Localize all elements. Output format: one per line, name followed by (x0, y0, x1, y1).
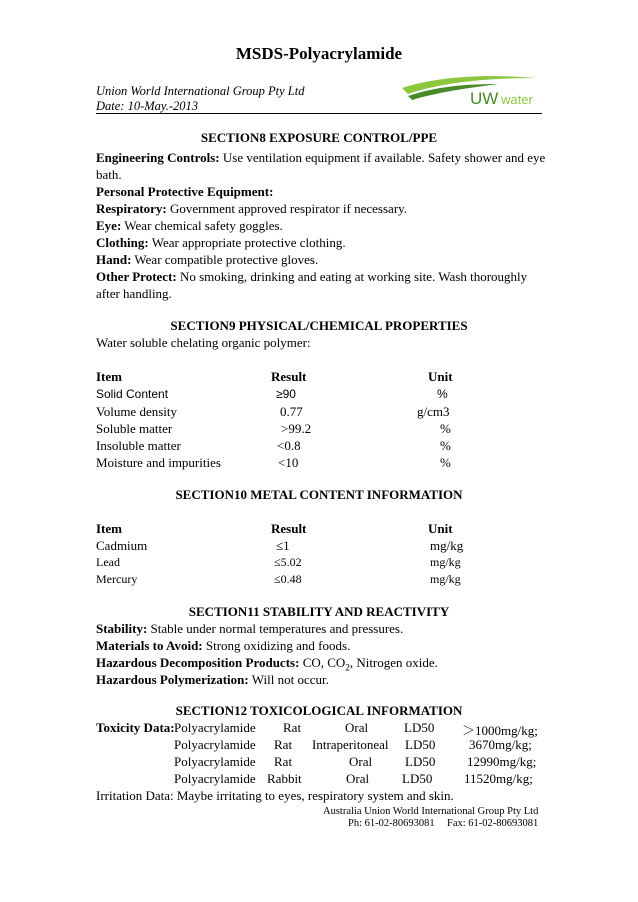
uwwater-logo (398, 74, 538, 108)
decomposition-line (96, 655, 438, 673)
other-protect-line-2: after handling. (96, 286, 172, 301)
s9-row-item: Solid Content (96, 387, 169, 401)
s10-row-item: Lead (96, 555, 120, 569)
eye-label: Eye: (96, 218, 122, 233)
s9-row-item: Moisture and impurities (96, 455, 221, 470)
tox-row-measure: LD50 (404, 720, 435, 735)
section8-heading: SECTION8 EXPOSURE CONTROL/PPE (200, 130, 438, 145)
decomposition-text: CO, CO (299, 655, 346, 670)
materials-label: Materials to Avoid: (96, 638, 203, 653)
s10-row-result: ≤0.48 (274, 572, 302, 586)
other-protect-text: No smoking, drinking and eating at working site. Wash thoroughly (176, 269, 528, 284)
stability-line (96, 621, 403, 637)
section9-heading: SECTION9 PHYSICAL/CHEMICAL PROPERTIES (170, 318, 468, 333)
materials-text: Strong oxidizing and foods. (202, 638, 351, 653)
tox-row-route: Oral (349, 754, 373, 769)
clothing-text: Wear appropriate protective clothing. (148, 235, 346, 250)
document-date: Date: 10-May.-2013 (96, 99, 199, 113)
tox-row-species: Rat (274, 737, 293, 752)
tox-row-substance: Polyacrylamide (174, 754, 256, 769)
eye-line (96, 218, 283, 234)
tox-row-route: Oral (345, 720, 369, 735)
s9-row-item: Insoluble matter (96, 438, 181, 453)
polymerization-text: Will not occur. (248, 672, 329, 687)
decomposition-label: Hazardous Decomposition Products: (96, 655, 300, 670)
respiratory-label: Respiratory: (96, 201, 167, 216)
s10-row-item: Cadmium (96, 538, 148, 553)
stability-text: Stable under normal temperatures and pressures. (147, 621, 404, 636)
hand-text: Wear compatible protective gloves. (131, 252, 319, 267)
materials-line (96, 638, 350, 654)
tox-row-measure: LD50 (402, 771, 433, 786)
s9-row-unit: % (440, 455, 451, 470)
decomposition-text-end: , Nitrogen oxide. (349, 655, 438, 670)
tox-row-species: Rabbit (267, 771, 302, 786)
tox-row-route: Intraperitoneal (312, 737, 389, 752)
tox-row-substance: Polyacrylamide (174, 771, 256, 786)
polymerization-label: Hazardous Polymerization: (96, 672, 249, 687)
tox-row-substance: Polyacrylamide (174, 720, 256, 735)
s9-col-unit: Unit (428, 369, 453, 384)
decomposition-subscript: 2 (345, 662, 350, 673)
tox-row-value: 3670mg/kg; (469, 737, 532, 752)
footer-phone: Ph: 61-02-80693081 (348, 818, 435, 829)
section10-heading: SECTION10 METAL CONTENT INFORMATION (175, 487, 463, 502)
s9-row-result: <10 (278, 455, 299, 470)
company-name: Union World International Group Pty Ltd (96, 84, 305, 98)
s10-row-unit: mg/kg (430, 572, 461, 586)
logo-text-water: water (501, 92, 533, 107)
section11-heading: SECTION11 STABILITY AND REACTIVITY (188, 604, 450, 619)
s9-row-result: >99.2 (281, 421, 312, 436)
tox-row-value: 12990mg/kg; (467, 754, 537, 769)
tox-row-measure: LD50 (405, 754, 436, 769)
s9-row-unit: % (440, 438, 451, 453)
s10-col-unit: Unit (428, 521, 453, 536)
clothing-label: Clothing: (96, 235, 149, 250)
engineering-text: Use ventilation equipment if available. Safety shower and eye (219, 150, 546, 165)
s10-col-result: Result (271, 521, 307, 536)
s9-row-unit: g/cm3 (417, 404, 450, 419)
clothing-line (96, 235, 346, 251)
s10-row-result: ≤1 (276, 538, 290, 553)
tox-row-value: 11520mg/kg; (464, 771, 533, 786)
polymerization-line (96, 672, 329, 688)
document-title: MSDS-Polyacrylamide (235, 44, 403, 63)
ppe-heading (96, 184, 273, 200)
section9-intro: Water soluble chelating organic polymer: (96, 335, 311, 350)
ppe-label: Personal Protective Equipment: (96, 184, 274, 199)
tox-row-substance: Polyacrylamide (174, 737, 256, 752)
engineering-controls-line (96, 150, 545, 166)
irritation-data: Irritation Data: Maybe irritating to eyes, respiratory system and skin. (96, 788, 454, 803)
s9-col-result: Result (271, 369, 307, 384)
engineering-label: Engineering Controls: (96, 150, 220, 165)
toxicity-label: Toxicity Data: (96, 720, 175, 735)
footer-fax: Fax: 61-02-80693081 (447, 818, 539, 829)
s9-row-item: Soluble matter (96, 421, 173, 436)
s10-row-item: Mercury (96, 572, 138, 586)
other-protect-label: Other Protect: (96, 269, 177, 284)
tox-row-value: ＞1000mg/kg; (462, 723, 538, 738)
section12-heading: SECTION12 TOXICOLOGICAL INFORMATION (175, 703, 463, 718)
stability-label: Stability: (96, 621, 148, 636)
s9-row-unit: % (437, 387, 448, 401)
s9-row-result: ≥90 (276, 387, 296, 401)
s9-row-result: 0.77 (280, 404, 303, 419)
other-protect-line (96, 269, 527, 285)
respiratory-line (96, 201, 407, 217)
tox-row-species: Rat (283, 720, 302, 735)
s10-row-unit: mg/kg (430, 555, 461, 569)
hand-line (96, 252, 318, 268)
footer-company: Australia Union World International Group Pty Ltd (323, 806, 539, 817)
eye-text: Wear chemical safety goggles. (121, 218, 283, 233)
s10-col-item: Item (96, 521, 122, 536)
header-rule (96, 113, 542, 114)
tox-row-route: Oral (346, 771, 370, 786)
logo-text-uw: UW (470, 89, 499, 108)
s9-row-item: Volume density (96, 404, 178, 419)
s9-row-unit: % (440, 421, 451, 436)
s9-row-result: <0.8 (277, 438, 301, 453)
respiratory-text: Government approved respirator if necessary. (166, 201, 408, 216)
s10-row-result: ≤5.02 (274, 555, 302, 569)
tox-row-species: Rat (274, 754, 293, 769)
engineering-controls-line-2: bath. (96, 167, 122, 182)
tox-row-measure: LD50 (405, 737, 436, 752)
hand-label: Hand: (96, 252, 132, 267)
s10-row-unit: mg/kg (430, 538, 464, 553)
s9-col-item: Item (96, 369, 122, 384)
